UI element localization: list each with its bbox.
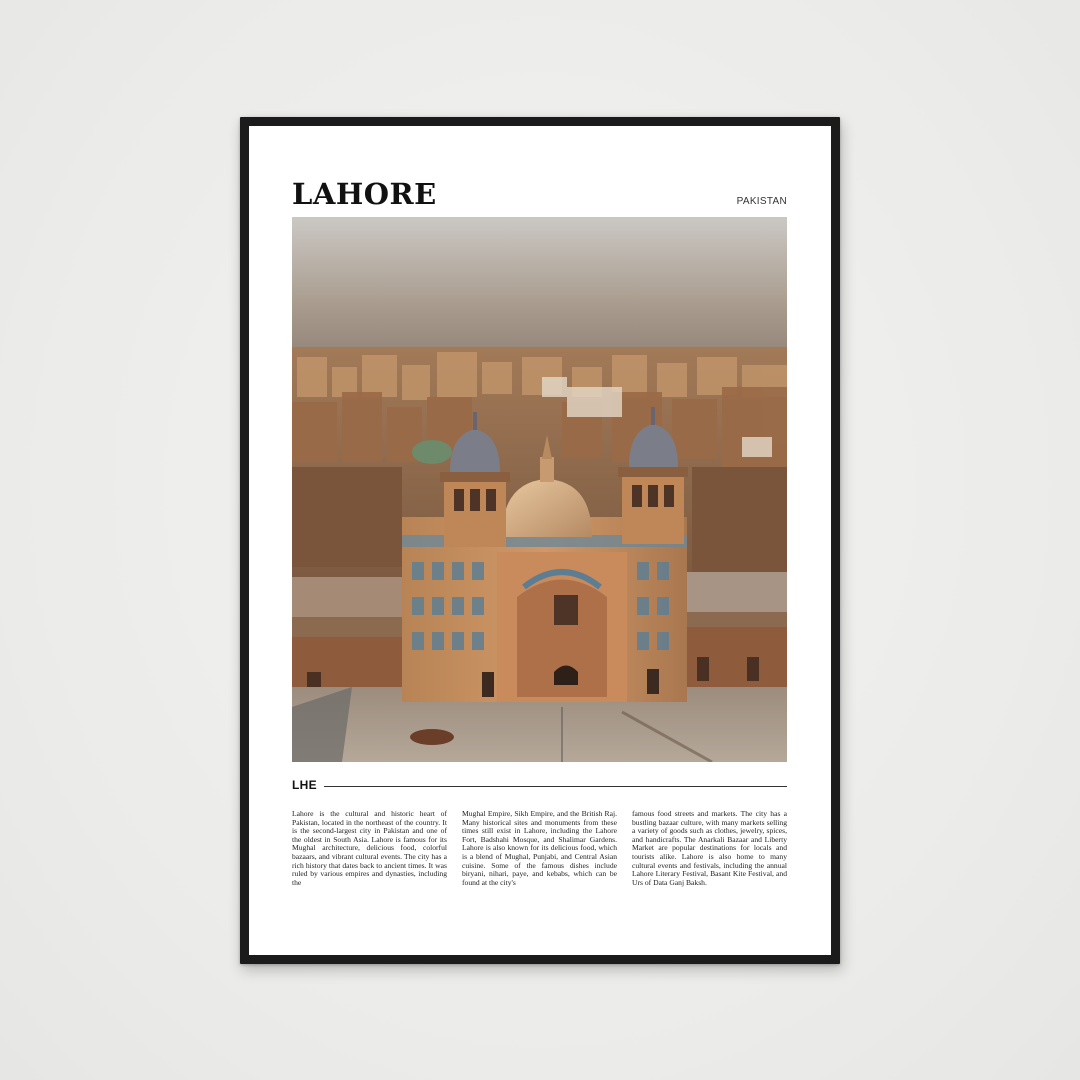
mosque-photo [292,217,787,762]
poster-title: LAHORE [292,177,437,211]
divider-line [324,786,787,787]
country-label: PAKISTAN [736,196,787,207]
description-column-3: famous food streets and markets. The city has a bustling bazaar culture, with many markets selling a variety of goods such as clothes, jewelry, spices, and handicrafts. The Anarkali Bazaar and Liberty Market are popular destinations for locals and tourists alike. Lahore is also home to many cultural events and festivals, including the annual Lahore Literary Festival, Basant Kite Festival, and Urs of Data Ganj Baksh. [632,809,787,887]
airport-code: LHE [292,778,317,792]
description-column-2: Mughal Empire, Sikh Empire, and the British Raj. Many historical sites and monuments from these times still exist in Lahore, including the Lahore Fort, Badshahi Mosque, and Shalimar Gardens. Lahore is also known for its delicious food, which is a blend of Mughal, Punjabi, and Central Asian cuisine. Some of the famous dishes include biryani, nihari, paye, and kebabs, which can be found at the city's [462,809,617,887]
description-column-1: Lahore is the cultural and historic heart of Pakistan, located in the northeast of the country. It is the second-largest city in Pakistan and one of the oldest in South Asia. Lahore is famous for its Mughal architecture, delicious food, colorful bazaars, and vibrant cultural events. The city has a rich history that dates back to ancient times. It was ruled by various empires and dynasties, including the [292,809,447,887]
description-text [292,810,787,906]
